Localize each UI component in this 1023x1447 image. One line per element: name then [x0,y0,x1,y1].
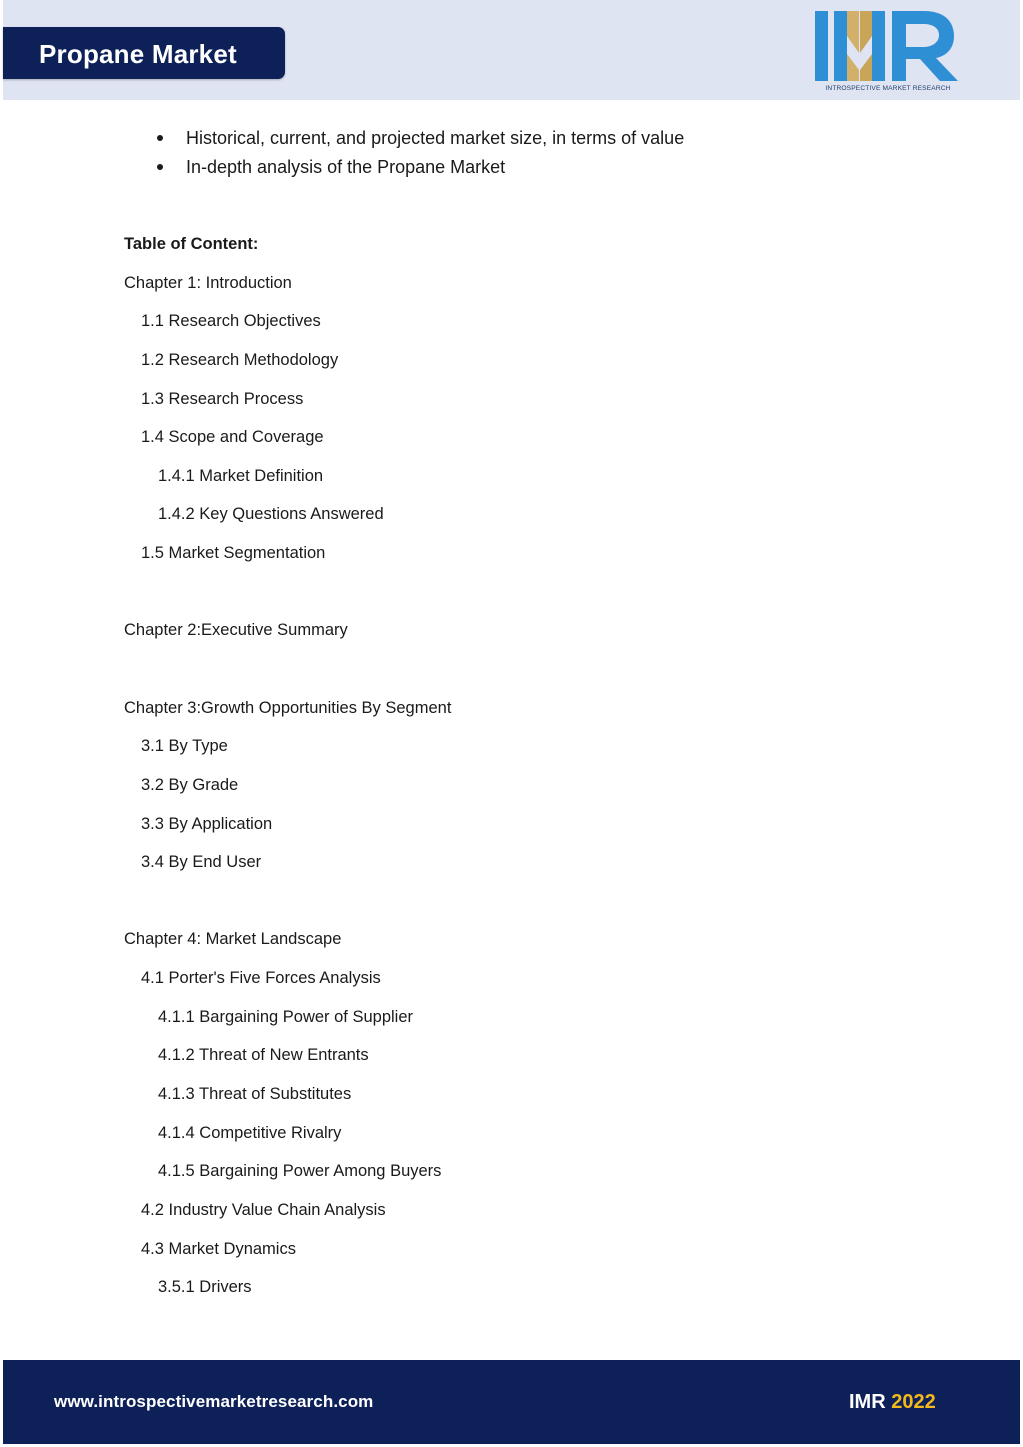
bullet-text: In-depth analysis of the Propane Market [186,156,506,177]
bullet-icon [157,164,163,170]
toc-subsection: 4.1.1 Bargaining Power of Supplier [158,1007,413,1026]
spacer [124,650,451,689]
toc-heading: Table of Content: [124,235,259,253]
list-item [155,124,684,153]
document-title: Propane Market [39,39,237,69]
title-banner [3,27,285,79]
toc-section: 1.1 Research Objectives [141,312,321,331]
toc-chapter-4: Chapter 4: Market Landscape [124,930,342,949]
toc-section: 1.2 Research Methodology [141,350,339,369]
toc-subsection: 4.1.3 Threat of Substitutes [158,1085,352,1104]
toc-subsection: 1.4.2 Key Questions Answered [158,505,384,524]
toc-chapter-1: Chapter 1: Introduction [124,273,292,292]
logo-tagline: INTROSPECTIVE MARKET RESEARCH [825,85,951,92]
brand-name: IMR [849,1391,886,1413]
toc-section: 3.1 By Type [141,737,228,756]
toc-subsection: 1.4.1 Market Definition [158,466,324,485]
toc-section: 4.1 Porter's Five Forces Analysis [141,969,381,988]
toc-section: 4.2 Industry Value Chain Analysis [141,1200,386,1219]
spacer [124,882,451,921]
toc-chapter-3: Chapter 3:Growth Opportunities By Segment [124,698,452,717]
toc-section: 3.4 By End User [141,853,262,872]
spacer [124,573,451,612]
list-item [155,153,684,182]
toc-section: 1.3 Research Process [141,389,304,408]
toc-subsection: 4.1.4 Competitive Rivalry [158,1123,342,1142]
toc-subsection: 3.5.1 Drivers [158,1278,252,1297]
toc-section: 1.5 Market Segmentation [141,544,326,563]
bullet-text: Historical, current, and projected market size, in terms of value [186,128,685,148]
website-link[interactable]: www.introspectivemarketresearch.com [54,1392,374,1411]
toc-subsection: 4.1.5 Bargaining Power Among Buyers [158,1162,442,1181]
toc-section: 4.3 Market Dynamics [141,1239,296,1258]
footer-brand [849,1391,936,1414]
toc-chapter-2: Chapter 2:Executive Summary [124,621,348,640]
imr-logo [812,8,962,96]
toc-subsection: 4.1.2 Threat of New Entrants [158,1046,369,1065]
bullet-icon [157,135,163,141]
brand-year: 2022 [891,1391,936,1413]
table-of-contents [124,225,451,1307]
page-footer [3,1360,1020,1444]
bullet-list [155,124,684,181]
toc-section: 1.4 Scope and Coverage [141,428,324,447]
toc-section: 3.3 By Application [141,814,273,833]
toc-section: 3.2 By Grade [141,775,239,794]
